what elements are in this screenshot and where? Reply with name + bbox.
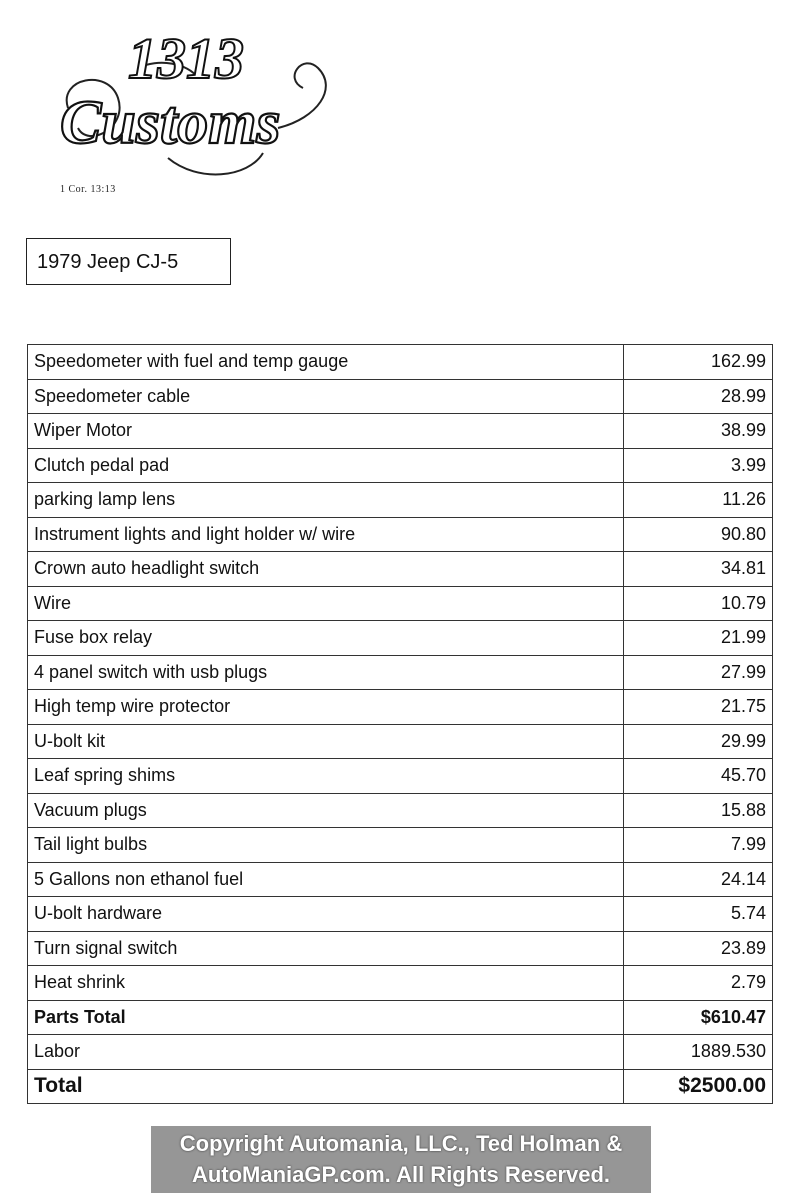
line-item-rows xyxy=(28,345,773,1001)
copyright-watermark xyxy=(151,1126,651,1193)
line-item-row xyxy=(28,897,773,932)
line-item-row xyxy=(28,621,773,656)
line-item-description: parking lamp lens xyxy=(28,483,624,518)
line-item-amount: 27.99 xyxy=(624,655,773,690)
line-item-description: U-bolt kit xyxy=(28,724,624,759)
logo-verse: 1 Cor. 13:13 xyxy=(60,184,116,195)
line-item-row xyxy=(28,862,773,897)
line-item-amount: 3.99 xyxy=(624,448,773,483)
line-item-amount: 24.14 xyxy=(624,862,773,897)
parts-total-amount: $610.47 xyxy=(624,1000,773,1035)
line-item-row xyxy=(28,586,773,621)
line-item-amount: 5.74 xyxy=(624,897,773,932)
line-item-amount: 2.79 xyxy=(624,966,773,1001)
labor-amount: 1889.530 xyxy=(624,1035,773,1070)
vehicle-title: 1979 Jeep CJ-5 xyxy=(26,238,231,285)
line-item-description: Instrument lights and light holder w/ wire xyxy=(28,517,624,552)
line-item-description: Clutch pedal pad xyxy=(28,448,624,483)
line-item-description: Turn signal switch xyxy=(28,931,624,966)
line-item-description: Wire xyxy=(28,586,624,621)
logo-brand-text: Customs xyxy=(60,89,281,157)
line-item-row xyxy=(28,552,773,587)
line-item-row xyxy=(28,414,773,449)
line-item-amount: 45.70 xyxy=(624,759,773,794)
labor-row xyxy=(28,1035,773,1070)
line-item-description: Crown auto headlight switch xyxy=(28,552,624,587)
customs-logo xyxy=(48,8,348,188)
line-item-description: U-bolt hardware xyxy=(28,897,624,932)
line-item-description: Speedometer with fuel and temp gauge xyxy=(28,345,624,380)
line-item-row xyxy=(28,828,773,863)
line-item-description: Leaf spring shims xyxy=(28,759,624,794)
line-item-amount: 7.99 xyxy=(624,828,773,863)
line-item-amount: 34.81 xyxy=(624,552,773,587)
line-item-row xyxy=(28,931,773,966)
line-item-amount: 38.99 xyxy=(624,414,773,449)
line-item-description: Heat shrink xyxy=(28,966,624,1001)
line-item-row xyxy=(28,483,773,518)
line-item-row xyxy=(28,345,773,380)
line-item-description: Speedometer cable xyxy=(28,379,624,414)
grand-total-amount: $2500.00 xyxy=(624,1069,773,1104)
watermark-line-1: Copyright Automania, LLC., Ted Holman & xyxy=(179,1131,623,1156)
line-item-description: Vacuum plugs xyxy=(28,793,624,828)
line-item-amount: 11.26 xyxy=(624,483,773,518)
line-item-amount: 15.88 xyxy=(624,793,773,828)
line-item-description: Tail light bulbs xyxy=(28,828,624,863)
grand-total-row xyxy=(28,1069,773,1104)
logo-lettering xyxy=(60,26,281,157)
line-item-description: 4 panel switch with usb plugs xyxy=(28,655,624,690)
line-item-row xyxy=(28,655,773,690)
line-item-row xyxy=(28,724,773,759)
line-item-amount: 28.99 xyxy=(624,379,773,414)
line-item-description: High temp wire protector xyxy=(28,690,624,725)
line-item-amount: 29.99 xyxy=(624,724,773,759)
line-item-amount: 90.80 xyxy=(624,517,773,552)
line-item-row xyxy=(28,448,773,483)
line-item-amount: 162.99 xyxy=(624,345,773,380)
line-item-row xyxy=(28,793,773,828)
line-item-row xyxy=(28,517,773,552)
watermark-line-2: AutoManiaGP.com. All Rights Reserved. xyxy=(191,1162,611,1187)
parts-total-row xyxy=(28,1000,773,1035)
line-item-description: Fuse box relay xyxy=(28,621,624,656)
labor-label: Labor xyxy=(28,1035,624,1070)
line-item-row xyxy=(28,690,773,725)
line-item-amount: 21.75 xyxy=(624,690,773,725)
line-item-description: 5 Gallons non ethanol fuel xyxy=(28,862,624,897)
line-item-description: Wiper Motor xyxy=(28,414,624,449)
grand-total-label: Total xyxy=(28,1069,624,1104)
line-item-amount: 10.79 xyxy=(624,586,773,621)
logo-year-text: 1313 xyxy=(128,26,244,91)
line-item-amount: 21.99 xyxy=(624,621,773,656)
line-item-row xyxy=(28,759,773,794)
parts-total-label: Parts Total xyxy=(28,1000,624,1035)
line-item-row xyxy=(28,966,773,1001)
parts-table xyxy=(27,344,773,1104)
line-item-amount: 23.89 xyxy=(624,931,773,966)
line-item-row xyxy=(28,379,773,414)
